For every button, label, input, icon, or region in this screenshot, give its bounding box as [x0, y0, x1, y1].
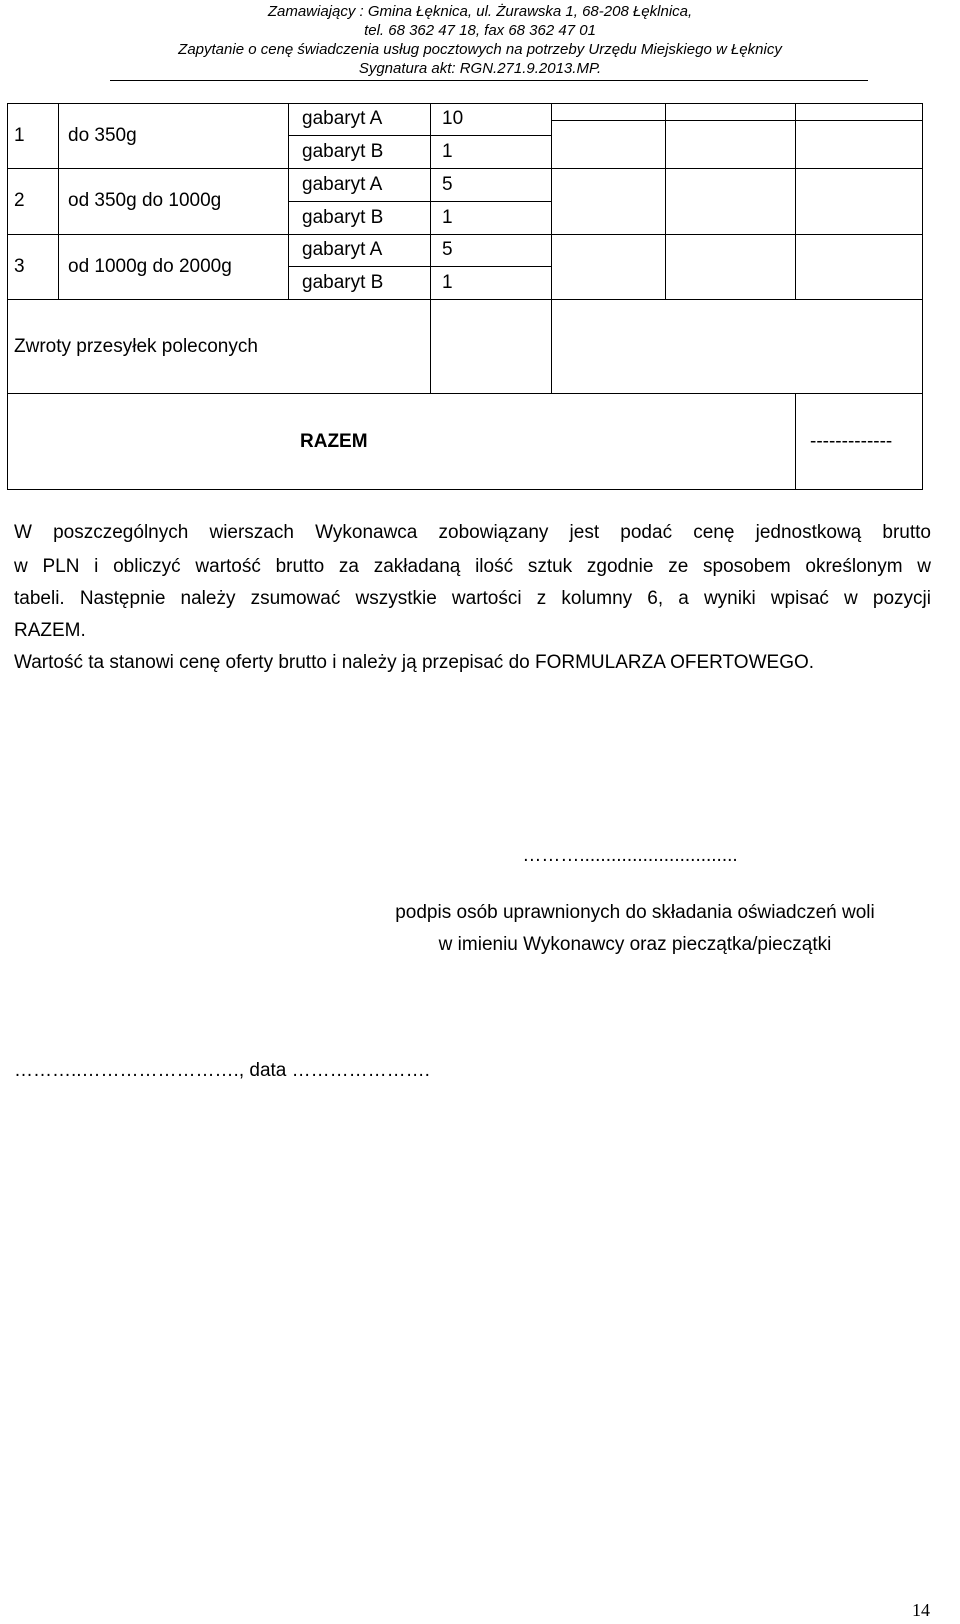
signature-caption-line-2: w imieniu Wykonawcy oraz pieczątka/pieczątki — [438, 934, 832, 955]
total-label: RAZEM — [300, 430, 368, 452]
instructions-line-5: Wartość ta stanowi cenę oferty brutto i należy ją przepisać do FORMULARZA OFERTOWEGO. — [14, 652, 815, 673]
header-line-3: Zapytanie o cenę świadczenia usług pocztowych na potrzeby Urzędu Miejskiego w Łęknicy — [178, 41, 782, 58]
table-cell-nr: 1 — [14, 124, 25, 146]
table-cell-size: gabaryt B — [302, 140, 384, 162]
table-col-divider — [58, 103, 59, 299]
table-col-divider — [795, 103, 796, 299]
table-col-divider — [551, 103, 552, 393]
table-cell-size: gabaryt A — [302, 173, 383, 195]
total-value-placeholder: ------------- — [810, 430, 893, 452]
table-border-left — [7, 103, 8, 490]
table-row-divider — [552, 120, 923, 121]
table-col-divider — [430, 103, 431, 299]
instructions-line-2: w PLN i obliczyć wartość brutto za zakładaną ilość sztuk zgodnie ze sposobem określonym w — [14, 556, 931, 577]
header-line-2: tel. 68 362 47 18, fax 68 362 47 01 — [364, 22, 596, 39]
table-returns-divider — [7, 393, 923, 394]
table-cell-nr: 3 — [14, 255, 25, 277]
table-cell-qty: 1 — [442, 206, 453, 228]
instructions-line-4: RAZEM. — [14, 620, 86, 641]
table-cell-size: gabaryt A — [302, 239, 383, 260]
table-col-divider — [288, 103, 289, 299]
table-col-divider — [795, 393, 796, 489]
table-cell-size: gabaryt B — [302, 271, 384, 293]
table-col-divider — [665, 103, 666, 299]
table-cell-qty: 1 — [442, 271, 453, 293]
table-cell-qty: 5 — [442, 239, 453, 260]
signature-dots: ……….............................. — [522, 845, 738, 866]
table-border-bottom — [7, 489, 923, 490]
table-cell-qty: 1 — [442, 140, 453, 162]
table-cell-weight: od 1000g do 2000g — [68, 255, 232, 277]
signature-caption-line-1: podpis osób uprawnionych do składania oświadczeń woli — [395, 902, 875, 923]
header-line-1: Zamawiający : Gmina Łęknica, ul. Żurawska 1, 68-208 Łęklnica, — [267, 3, 693, 20]
instructions-line-3: tabeli. Następnie należy zsumować wszystkie wartości z kolumny 6, a wyniki wpisać w pozycji — [14, 588, 931, 609]
table-cell-size: gabaryt A — [302, 108, 383, 129]
instructions-line-1: W poszczególnych wierszach Wykonawca zobowiązany jest podać cenę jednostkową brutto — [14, 522, 931, 543]
table-border-right — [922, 103, 923, 490]
header-line-4: Sygnatura akt: RGN.271.9.2013.MP. — [358, 60, 602, 77]
table-col-divider — [430, 299, 431, 393]
date-line: ………..……………………., data …………………. — [14, 1060, 430, 1081]
returns-label: Zwroty przesyłek poleconych — [14, 335, 258, 357]
header-rule — [110, 80, 868, 81]
page-number: 14 — [912, 1600, 930, 1620]
table-cell-nr: 2 — [14, 190, 25, 211]
table-cell-weight: do 350g — [68, 124, 137, 146]
table-cell-weight: od 350g do 1000g — [68, 190, 222, 211]
table-cell-qty: 5 — [442, 173, 453, 195]
table-cell-qty: 10 — [442, 108, 464, 129]
table-cell-size: gabaryt B — [302, 206, 384, 228]
